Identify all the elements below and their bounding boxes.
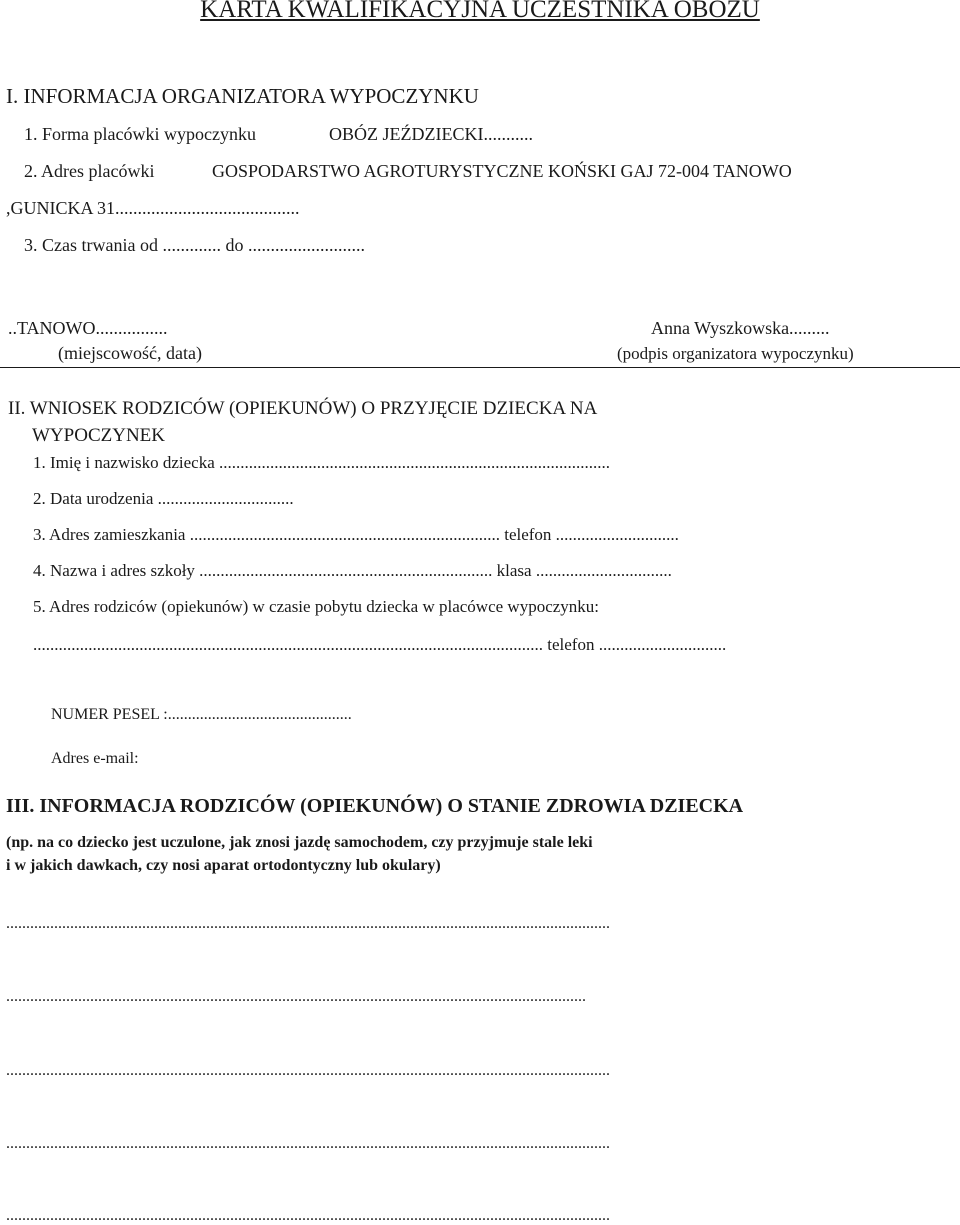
- form-title: KARTA KWALIFIKACYJNA UCZESTNIKA OBOZU: [200, 0, 760, 23]
- organizer-signature-caption: (podpis organizatora wypoczynku): [617, 344, 854, 363]
- parents-address-field[interactable]: ........................................................................................................................ telefon ..............................: [33, 635, 727, 654]
- section3-heading: III. INFORMACJA RODZICÓW (OPIEKUNÓW) O STANIE ZDROWIA DZIECKA: [6, 795, 744, 817]
- facility-form-label: 1. Forma placówki wypoczynku: [24, 124, 256, 144]
- facility-address-value[interactable]: GOSPODARSTWO AGROTURYSTYCZNE KOŃSKI GAJ 72-004 TANOWO: [212, 161, 792, 181]
- email-field[interactable]: Adres e-mail:: [51, 750, 139, 767]
- birth-date-field[interactable]: 2. Data urodzenia ................................: [33, 489, 294, 508]
- health-info-line[interactable]: .......................................................................................................................................................: [6, 915, 610, 932]
- section2-heading-line1: II. WNIOSEK RODZICÓW (OPIEKUNÓW) O PRZYJĘCIE DZIECKA NA: [8, 398, 598, 419]
- place-date-value[interactable]: ..TANOWO................: [8, 318, 168, 338]
- facility-form-value[interactable]: OBÓZ JEŹDZIECKI...........: [329, 124, 533, 144]
- facility-address-label: 2. Adres placówki: [24, 161, 155, 181]
- health-info-line[interactable]: .................................................................................................................................................: [6, 988, 586, 1005]
- section1-heading: I. INFORMACJA ORGANIZATORA WYPOCZYNKU: [6, 84, 479, 108]
- duration-field[interactable]: 3. Czas trwania od ............. do ..........................: [24, 235, 365, 255]
- school-field[interactable]: 4. Nazwa i adres szkoły ..................................................................... klasa ................................: [33, 561, 672, 580]
- health-note-line1: (np. na co dziecko jest uczulone, jak znosi jazdę samochodem, czy przyjmuje stale leki: [6, 834, 593, 851]
- parents-address-label: 5. Adres rodziców (opiekunów) w czasie pobytu dziecka w placówce wypoczynku:: [33, 597, 600, 616]
- child-name-field[interactable]: 1. Imię i nazwisko dziecka ............................................................................................: [33, 453, 610, 472]
- facility-address-continuation[interactable]: ,GUNICKA 31.........................................: [6, 198, 300, 218]
- place-date-caption: (miejscowość, data): [58, 343, 202, 363]
- health-info-line[interactable]: .......................................................................................................................................................: [6, 1135, 610, 1152]
- home-address-field[interactable]: 3. Adres zamieszkania ......................................................................... telefon .............................: [33, 525, 679, 544]
- section2-heading-line2: WYPOCZYNEK: [32, 425, 165, 446]
- health-info-line[interactable]: .......................................................................................................................................................: [6, 1207, 610, 1224]
- pesel-field[interactable]: NUMER PESEL :..............................................: [51, 706, 352, 723]
- organizer-signature-value[interactable]: Anna Wyszkowska.........: [651, 318, 830, 338]
- health-info-line[interactable]: .......................................................................................................................................................: [6, 1062, 610, 1079]
- section-divider: [0, 367, 960, 368]
- health-note-line2: i w jakich dawkach, czy nosi aparat ortodontyczny lub okulary): [6, 857, 441, 874]
